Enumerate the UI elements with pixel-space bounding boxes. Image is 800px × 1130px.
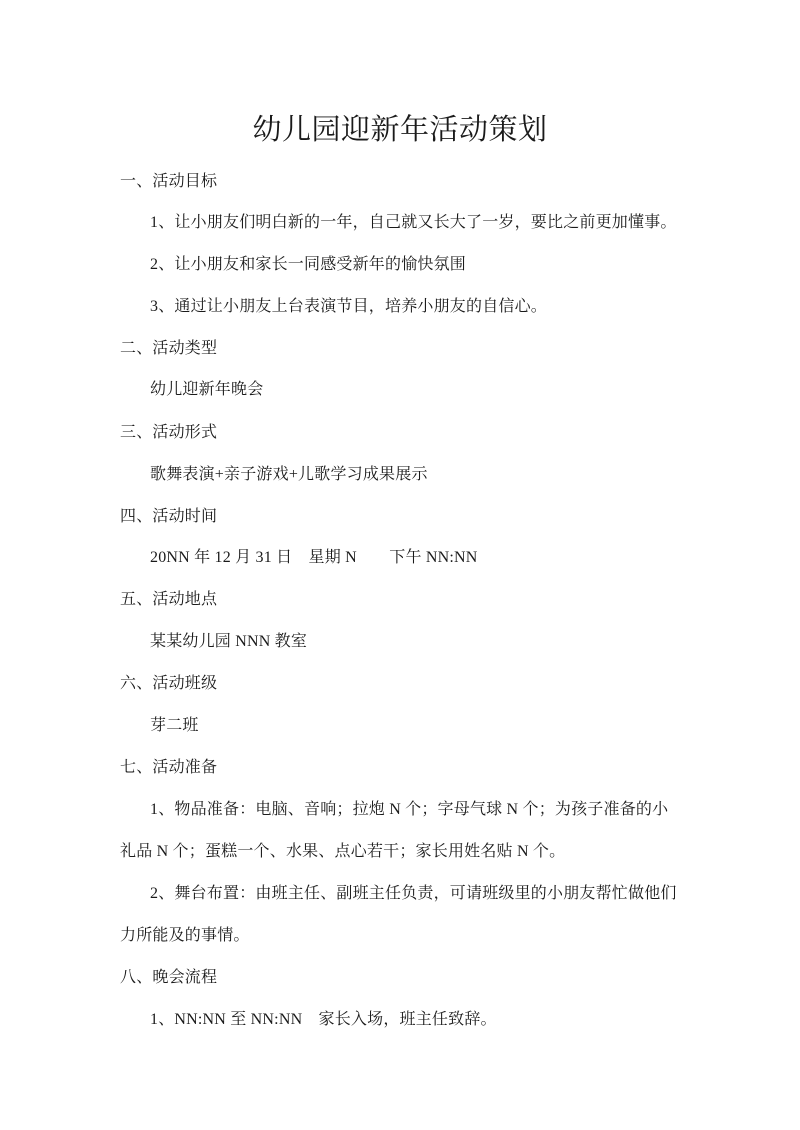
section-heading-goals: 一、活动目标: [120, 173, 218, 190]
preparation-item-1-line-2: 礼品 N 个；蛋糕一个、水果、点心若干；家长用姓名贴 N 个。: [120, 843, 566, 860]
activity-time-text: 20NN 年 12 月 31 日 星期 N 下午 NN:NN: [150, 549, 478, 566]
program-item-1: 1、NN:NN 至 NN:NN 家长入场，班主任致辞。: [150, 1011, 497, 1028]
preparation-item-1-line-1: 1、物品准备：电脑、音响；拉炮 N 个；字母气球 N 个；为孩子准备的小: [150, 801, 669, 818]
section-heading-program: 八、晚会流程: [120, 969, 218, 986]
goal-item-1: 1、让小朋友们明白新的一年，自己就又长大了一岁，要比之前更加懂事。: [150, 214, 677, 231]
section-heading-location: 五、活动地点: [120, 591, 218, 608]
section-heading-time: 四、活动时间: [120, 508, 218, 525]
activity-class-text: 芽二班: [150, 717, 199, 734]
document-title: 幼儿园迎新年活动策划: [252, 114, 548, 146]
section-heading-class: 六、活动班级: [120, 675, 218, 692]
activity-form-text: 歌舞表演+亲子游戏+儿歌学习成果展示: [150, 466, 428, 483]
goal-item-3: 3、通过让小朋友上台表演节目，培养小朋友的自信心。: [150, 298, 548, 315]
activity-location-text: 某某幼儿园 NNN 教室: [150, 633, 308, 650]
preparation-item-2-line-1: 2、舞台布置：由班主任、副班主任负责，可请班级里的小朋友帮忙做他们: [150, 885, 677, 902]
section-heading-preparation: 七、活动准备: [120, 759, 218, 776]
section-heading-type: 二、活动类型: [120, 340, 218, 357]
activity-type-text: 幼儿迎新年晚会: [150, 381, 264, 398]
section-heading-form: 三、活动形式: [120, 424, 218, 441]
goal-item-2: 2、让小朋友和家长一同感受新年的愉快氛围: [150, 256, 467, 273]
preparation-item-2-line-2: 力所能及的事情。: [120, 927, 250, 944]
